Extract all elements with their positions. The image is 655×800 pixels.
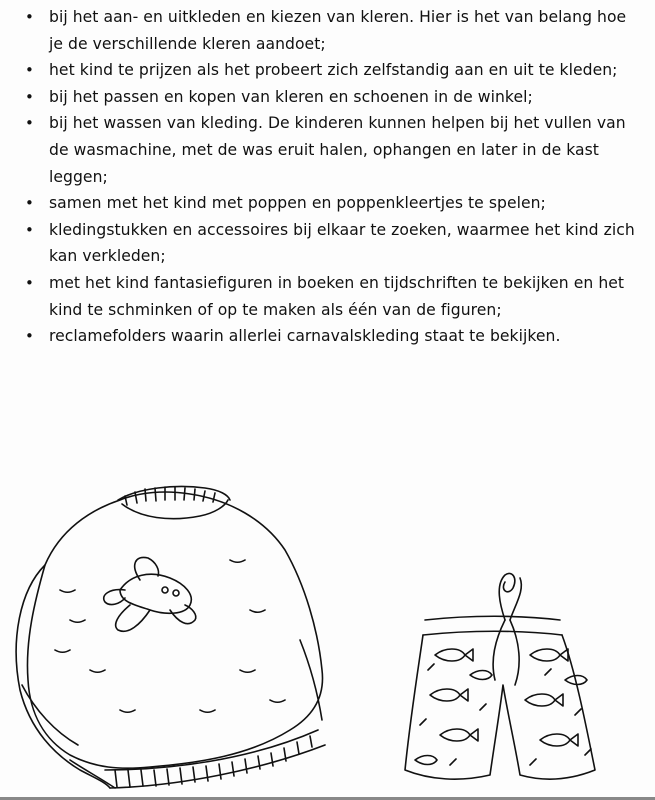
list-item: [22, 217, 642, 270]
list-item: [22, 190, 642, 217]
fish-motifs: [415, 649, 587, 765]
clothing-illustrations: [0, 470, 655, 800]
bullet-dot: •: [25, 194, 34, 213]
list-item-text: kledingstukken en accessoires bij elkaar te zoeken, waarmee het kind zich kan verkleden;: [49, 220, 635, 266]
list-item: [22, 270, 642, 323]
bullet-dot: •: [25, 220, 34, 239]
bullet-dot: •: [25, 8, 34, 26]
bullet-list: [22, 4, 642, 350]
list-item-text: het kind te prijzen als het probeert zich zelfstandig aan en uit te kleden;: [49, 61, 618, 80]
list-item-text: bij het aan- en uitkleden en kiezen van kleren. Hier is het van belang hoe je de verschillende kleren aandoet;: [49, 8, 627, 53]
list-item-text: reclamefolders waarin allerlei carnavalskleding staat te bekijken.: [49, 327, 561, 346]
list-item-text: bij het wassen van kleding. De kinderen kunnen helpen bij het vullen van de wasmachine, met de was eruit halen, ophangen en later in de kast leggen;: [49, 114, 626, 186]
sweater-drawing: [16, 487, 325, 789]
bullet-dot: •: [25, 327, 34, 346]
list-item-text: met het kind fantasiefiguren in boeken en tijdschriften te bekijken en het kind te schminken of op te maken als één van de figuren;: [49, 273, 625, 319]
list-item-text: bij het passen en kopen van kleren en schoenen in de winkel;: [49, 87, 533, 106]
swim-shorts-drawing: [405, 573, 595, 779]
list-item-text: samen met het kind met poppen en poppenkleertjes te spelen;: [49, 194, 546, 213]
airplane-motif: [104, 557, 196, 631]
bullet-dot: •: [25, 273, 34, 292]
bullet-dot: •: [25, 61, 34, 80]
bullet-dot: •: [25, 87, 34, 106]
list-item: [22, 110, 642, 190]
bullet-dot: •: [25, 114, 34, 133]
list-item: [22, 84, 642, 111]
list-item: [22, 4, 642, 57]
list-item: [22, 57, 642, 84]
list-item: [22, 323, 642, 350]
